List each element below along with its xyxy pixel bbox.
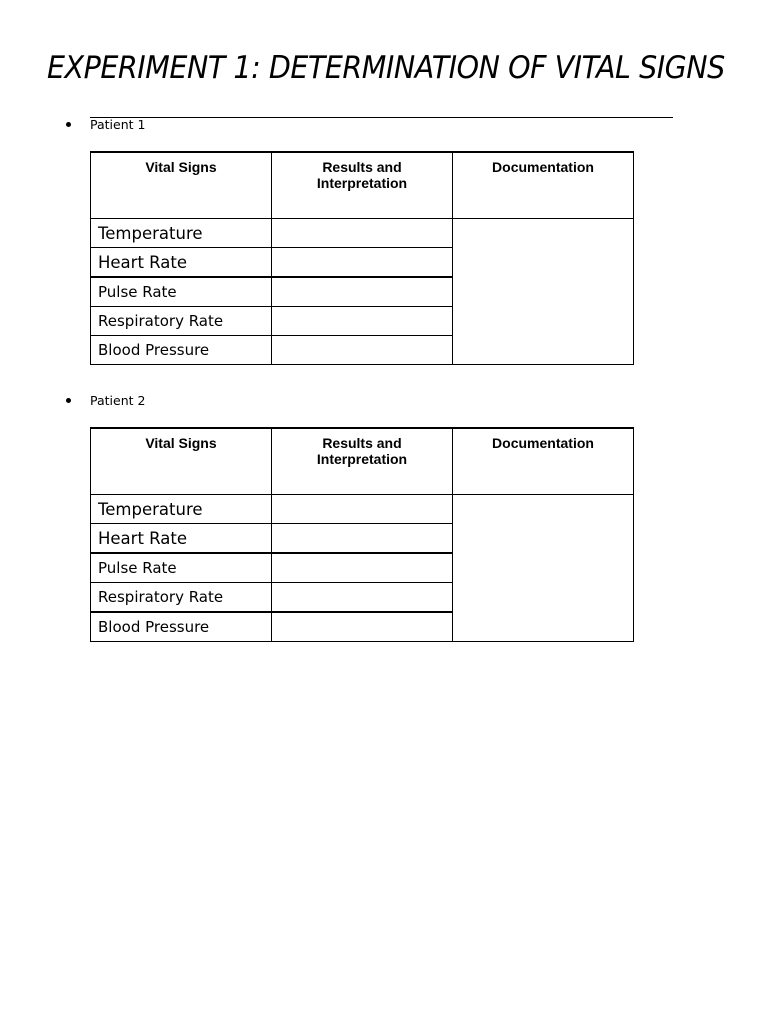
patient-1-item — [66, 117, 145, 132]
vital-sign-label: Pulse Rate — [91, 553, 272, 583]
table-row — [91, 219, 634, 248]
table-header-row — [91, 152, 634, 219]
result-cell[interactable] — [272, 524, 453, 554]
bullet-icon — [66, 122, 71, 127]
documentation-cell[interactable] — [453, 219, 634, 365]
result-cell[interactable] — [272, 612, 453, 642]
patient-2-label: Patient 2 — [90, 393, 146, 408]
result-cell[interactable] — [272, 495, 453, 524]
documentation-cell[interactable] — [453, 495, 634, 642]
header-documentation: Documentation — [453, 152, 634, 219]
bullet-icon — [66, 398, 71, 403]
result-cell[interactable] — [272, 248, 453, 278]
vital-sign-label: Respiratory Rate — [91, 583, 272, 613]
vital-sign-label: Blood Pressure — [91, 612, 272, 642]
vital-sign-label: Pulse Rate — [91, 277, 272, 307]
result-cell[interactable] — [272, 583, 453, 613]
vital-sign-label: Temperature — [91, 219, 272, 248]
result-cell[interactable] — [272, 277, 453, 307]
vital-sign-label: Respiratory Rate — [91, 307, 272, 336]
table-row — [91, 495, 634, 524]
table-header-row — [91, 428, 634, 495]
patient-1-label: Patient 1 — [90, 117, 146, 132]
header-results-interpretation: Results and Interpretation — [272, 152, 453, 219]
header-vital-signs: Vital Signs — [91, 152, 272, 219]
patient-1-vitals-table — [90, 151, 634, 365]
patient-2-item — [66, 393, 145, 408]
header-vital-signs: Vital Signs — [91, 428, 272, 495]
result-cell[interactable] — [272, 307, 453, 336]
result-cell[interactable] — [272, 553, 453, 583]
header-rule — [90, 117, 673, 118]
patient-2-vitals-table — [90, 427, 634, 642]
vital-sign-label: Temperature — [91, 495, 272, 524]
page-title: EXPERIMENT 1: DETERMINATION OF VITAL SIGNS — [47, 50, 725, 86]
vital-sign-label: Blood Pressure — [91, 336, 272, 365]
result-cell[interactable] — [272, 219, 453, 248]
header-results-interpretation: Results and Interpretation — [272, 428, 453, 495]
vital-sign-label: Heart Rate — [91, 248, 272, 278]
vital-sign-label: Heart Rate — [91, 524, 272, 554]
header-documentation: Documentation — [453, 428, 634, 495]
result-cell[interactable] — [272, 336, 453, 365]
